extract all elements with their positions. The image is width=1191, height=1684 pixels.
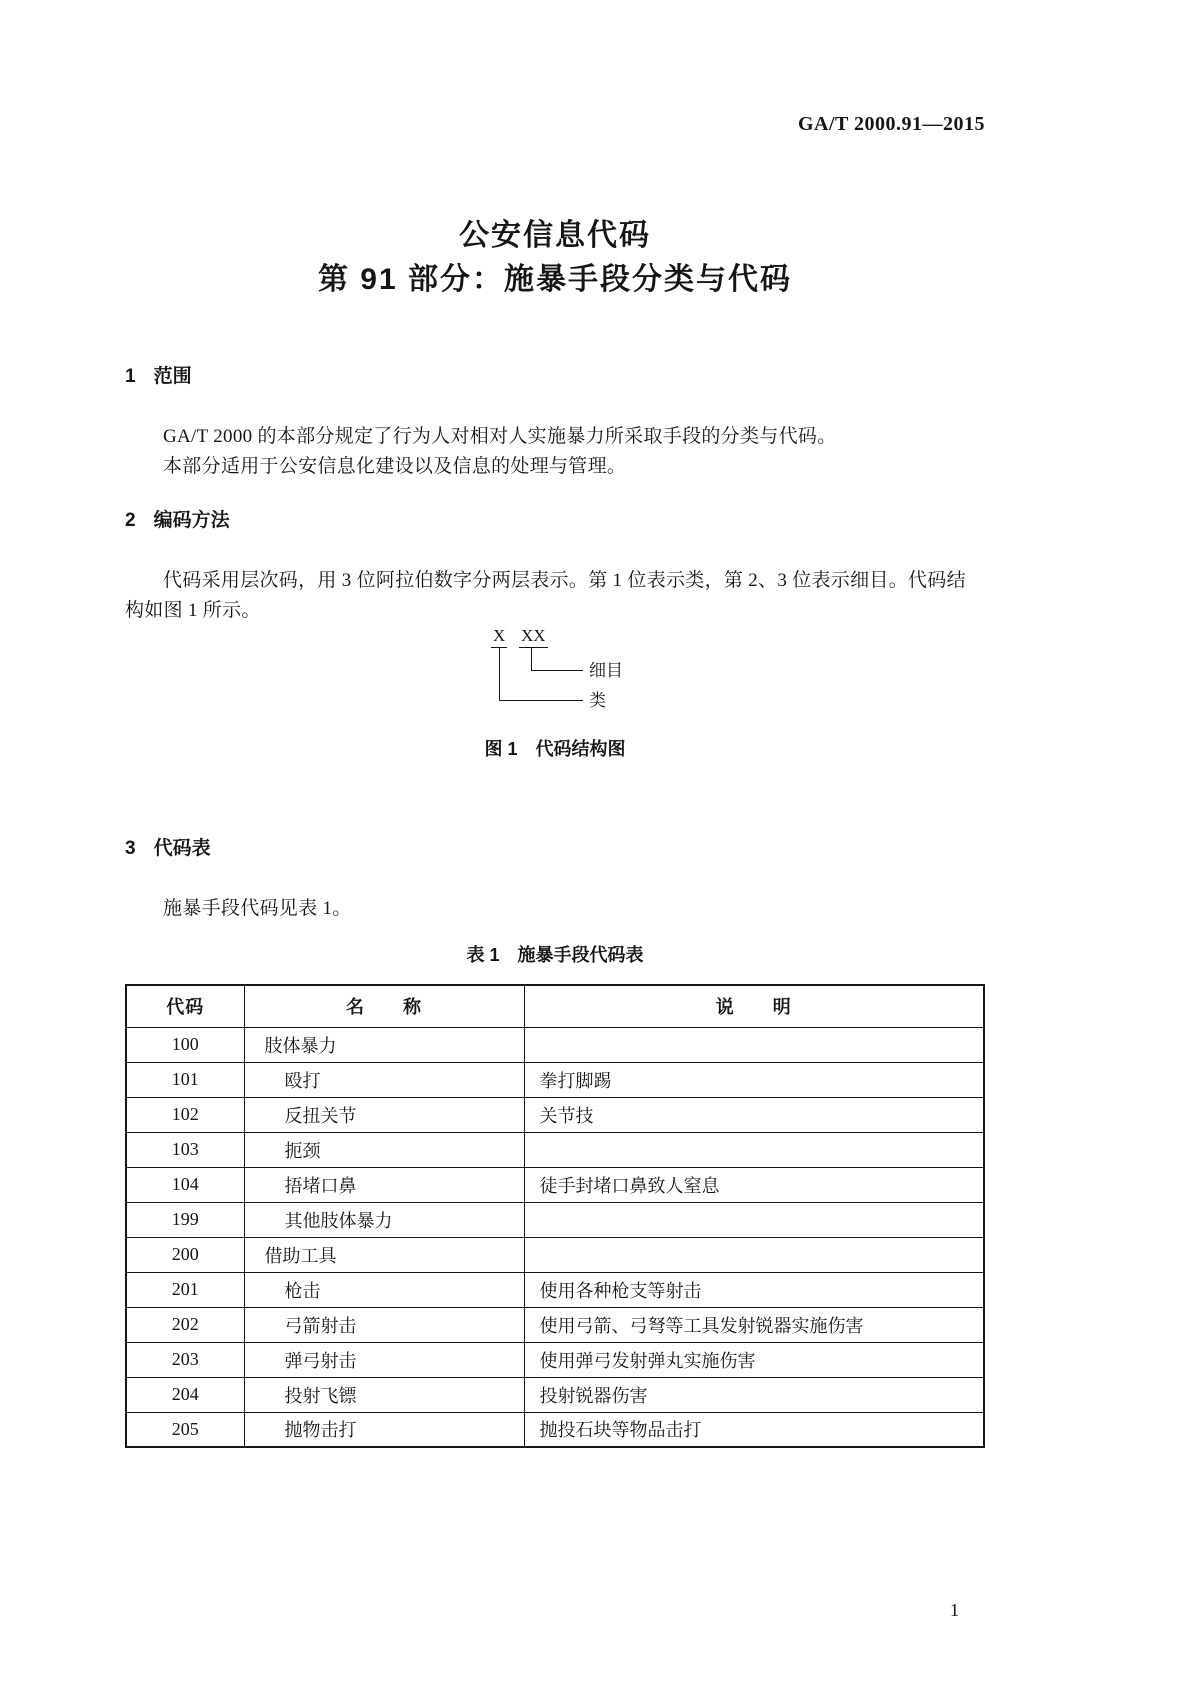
table-caption: 表 1 施暴手段代码表: [466, 945, 644, 965]
table-row: [126, 1272, 984, 1307]
cell-name: 弓箭射击: [244, 1307, 524, 1342]
figure-connector-line-detail: [531, 648, 532, 670]
table-row: [126, 1097, 984, 1132]
cell-description: [524, 1237, 984, 1272]
violence-method-code-table: [125, 984, 985, 1448]
cell-code: 103: [126, 1132, 244, 1167]
cell-description: 抛投石块等物品击打: [524, 1412, 984, 1447]
cell-description: 拳打脚踢: [524, 1062, 984, 1097]
page-number: 1: [950, 1600, 959, 1620]
table-header-row: [126, 985, 984, 1027]
figure-code-detail-digits: XX: [519, 626, 548, 648]
cell-code: 200: [126, 1237, 244, 1272]
code-table-body: [126, 1027, 984, 1447]
table-row: [126, 1412, 984, 1447]
cell-code: 199: [126, 1202, 244, 1237]
table-row: [126, 1237, 984, 1272]
cell-name: 抛物击打: [244, 1412, 524, 1447]
doc-title-line2: 第 91 部分：施暴手段分类与代码: [317, 263, 793, 296]
cell-code: 102: [126, 1097, 244, 1132]
section-3-paragraph-1: 施暴手段代码见表 1。: [163, 898, 352, 919]
section-1-heading: [125, 362, 985, 392]
table-row: [126, 1342, 984, 1377]
cell-code: 100: [126, 1027, 244, 1062]
section-2-paragraph-1: 代码采用层次码，用 3 位阿拉伯数字分两层表示。第 1 位表示类，第 2、3 位表示细目。代码结构如图 1 所示。: [125, 570, 966, 621]
cell-code: 101: [126, 1062, 244, 1097]
section-1-paragraph-1: GA/T 2000 的本部分规定了行为人对相对人实施暴力所采取手段的分类与代码。: [163, 426, 837, 447]
section-1-paragraph-2: 本部分适用于公安信息化建设以及信息的处理与管理。: [163, 456, 627, 477]
section-1-number: 1: [125, 366, 136, 387]
figure-code-class-digit: X: [491, 626, 507, 648]
cell-description: 使用弹弓发射弹丸实施伤害: [524, 1342, 984, 1377]
cell-description: [524, 1202, 984, 1237]
cell-description: 使用弓箭、弓弩等工具发射锐器实施伤害: [524, 1307, 984, 1342]
section-2-number: 2: [125, 510, 136, 531]
table-header-code: 代码: [126, 985, 244, 1027]
cell-name: 投射飞镖: [244, 1377, 524, 1412]
table-row: [126, 1062, 984, 1097]
cell-description: 使用各种枪支等射击: [524, 1272, 984, 1307]
section-2-title: 编码方法: [153, 510, 230, 531]
table-row: [126, 1132, 984, 1167]
section-3-number: 3: [125, 838, 136, 859]
figure-connector-line-detail-horizontal: [531, 670, 583, 671]
cell-name: 殴打: [244, 1062, 524, 1097]
cell-code: 202: [126, 1307, 244, 1342]
cell-name: 反扭关节: [244, 1097, 524, 1132]
table-header-name: 名 称: [244, 985, 524, 1027]
page-content: [125, 0, 985, 1448]
figure-caption: 图 1 代码结构图: [484, 739, 626, 759]
figure-connector-line-class-horizontal: [499, 700, 583, 701]
cell-name: 扼颈: [244, 1132, 524, 1167]
section-2-heading: [125, 506, 985, 536]
table-row: [126, 1307, 984, 1342]
figure-connector-line-class: [499, 648, 500, 700]
cell-description: 徒手封堵口鼻致人窒息: [524, 1167, 984, 1202]
cell-name: 肢体暴力: [244, 1027, 524, 1062]
section-1-title: 范围: [153, 366, 192, 387]
doc-title-line1: 公安信息代码: [459, 219, 651, 252]
figure-label-class: 类: [589, 691, 606, 710]
cell-code: 104: [126, 1167, 244, 1202]
cell-description: [524, 1027, 984, 1062]
section-3-heading: [125, 834, 985, 864]
table-row: [126, 1377, 984, 1412]
cell-name: 其他肢体暴力: [244, 1202, 524, 1237]
cell-description: 关节技: [524, 1097, 984, 1132]
cell-code: 201: [126, 1272, 244, 1307]
cell-name: 借助工具: [244, 1237, 524, 1272]
figure-label-detail: 细目: [589, 661, 623, 680]
table-row: [126, 1167, 984, 1202]
cell-name: 枪击: [244, 1272, 524, 1307]
section-3-title: 代码表: [153, 838, 211, 859]
table-row: [126, 1027, 984, 1062]
code-structure-figure: [125, 626, 985, 716]
cell-description: [524, 1132, 984, 1167]
table-row: [126, 1202, 984, 1237]
cell-name: 捂堵口鼻: [244, 1167, 524, 1202]
cell-code: 205: [126, 1412, 244, 1447]
cell-code: 204: [126, 1377, 244, 1412]
table-header-description: 说 明: [524, 985, 984, 1027]
cell-description: 投射锐器伤害: [524, 1377, 984, 1412]
cell-name: 弹弓射击: [244, 1342, 524, 1377]
cell-code: 203: [126, 1342, 244, 1377]
standard-number: GA/T 2000.91—2015: [797, 113, 985, 135]
